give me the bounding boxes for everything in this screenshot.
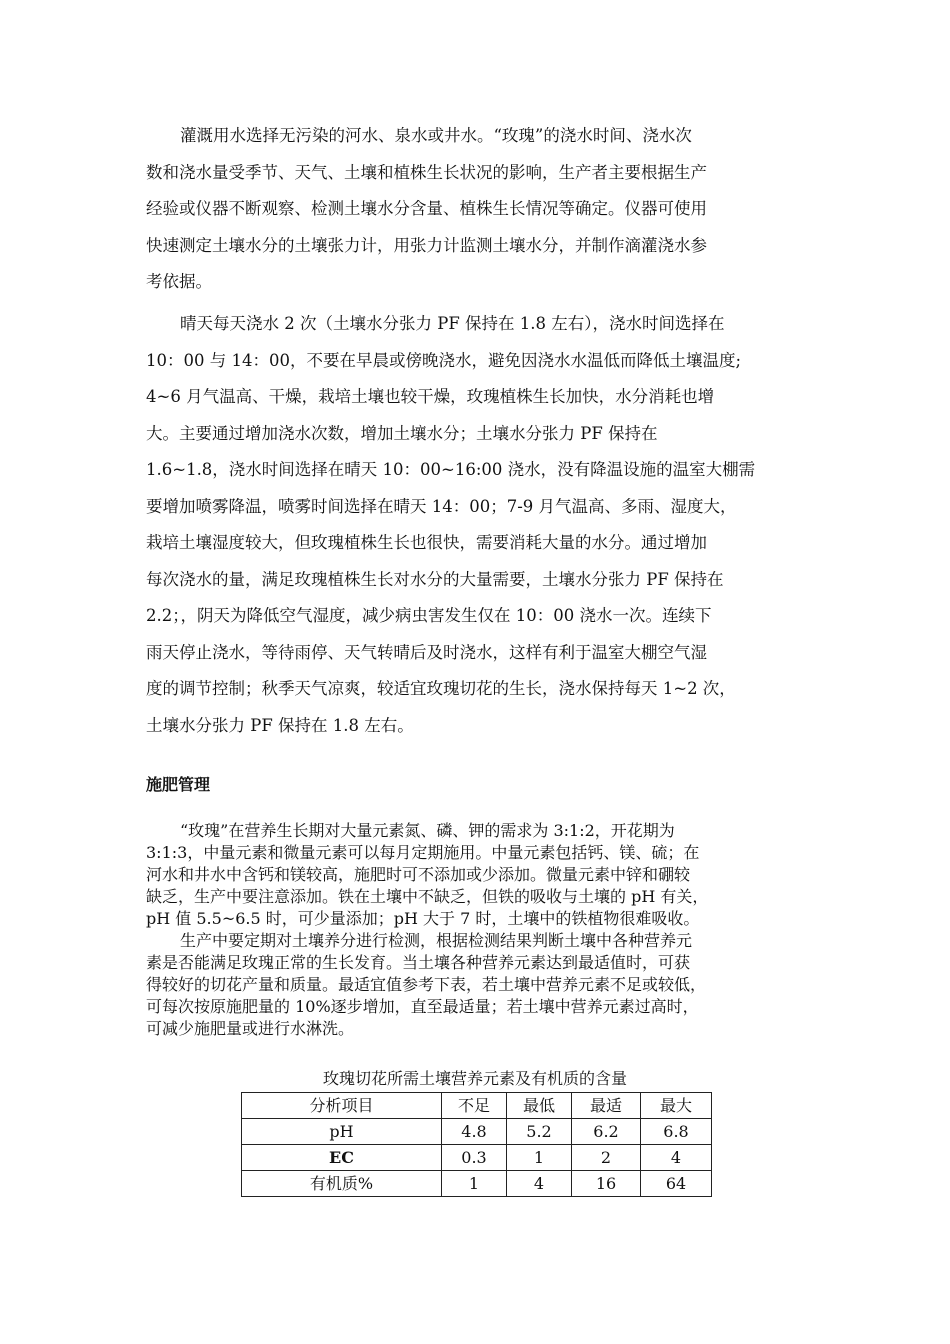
text-line: 缺乏，生产中要注意添加。铁在土壤中不缺乏，但铁的吸收与土壤的 pH 有关，	[146, 887, 709, 906]
text-line: 得较好的切花产量和质量。最适宜值参考下表，若土壤中营养元素不足或较低，	[146, 975, 707, 994]
table-cell: 6.8	[641, 1119, 712, 1145]
text-line: 素是否能满足玫瑰正常的生长发育。当土壤各种营养元素达到最适值时，可获	[146, 953, 691, 972]
paragraph-soil-testing	[146, 930, 826, 1040]
text-line: 河水和井水中含钙和镁较高，施肥时可不添加或少添加。微量元素中锌和硼较	[146, 865, 691, 884]
table-cell: EC	[242, 1145, 442, 1171]
text-line: “玫瑰”在营养生长期对大量元素氮、磷、钾的需求为 3:1:2，开花期为	[180, 821, 675, 840]
text-line: 大。主要通过增加浇水次数，增加土壤水分；土壤水分张力 PF 保持在	[146, 423, 658, 443]
text-line: 快速测定土壤水分的土壤张力计，用张力计监测土壤水分，并制作滴灌浇水参	[146, 235, 707, 255]
text-line: 4~6 月气温高、干燥，栽培土壤也较干燥，玫瑰植株生长加快，水分消耗也增	[146, 387, 715, 406]
text-line: 灌溉用水选择无污染的河水、泉水或井水。“玫瑰”的浇水时间、浇水次	[180, 126, 692, 145]
section-heading: 施肥管理	[146, 775, 211, 794]
table-header-cell: 不足	[442, 1093, 507, 1119]
table-cell: 1	[442, 1171, 507, 1197]
table-cell: 1	[507, 1145, 572, 1171]
table-row	[242, 1145, 712, 1171]
table-cell: 64	[641, 1171, 712, 1197]
text-line: pH 值 5.5~6.5 时，可少量添加；pH 大于 7 时，土壤中的铁植物很难吸收。	[146, 909, 700, 928]
table-cell: 2	[572, 1145, 641, 1171]
text-line: 10：00 与 14：00，不要在早晨或傍晚浇水，避免因浇水水温低而降低土壤温度;	[146, 350, 742, 370]
paragraph-nutrient-needs	[146, 820, 826, 930]
text-line: 数和浇水量受季节、天气、土壤和植株生长状况的影响，生产者主要根据生产	[146, 162, 707, 182]
table-cell: 0.3	[442, 1145, 507, 1171]
nutrient-table	[241, 1092, 712, 1197]
text-line: 生产中要定期对土壤养分进行检测，根据检测结果判断土壤中各种营养元	[180, 931, 693, 950]
table-cell: 16	[572, 1171, 641, 1197]
text-line: 晴天每天浇水 2 次（土壤水分张力 PF 保持在 1.8 左右），浇水时间选择在	[180, 314, 725, 333]
text-line: 考依据。	[146, 272, 212, 291]
table-cell: 有机质%	[242, 1171, 442, 1197]
text-line: 可减少施肥量或进行水淋洗。	[146, 1019, 355, 1038]
table-row	[242, 1171, 712, 1197]
table-header-row	[242, 1093, 712, 1119]
text-line: 栽培土壤湿度较大，但玫瑰植株生长也很快，需要消耗大量的水分。通过增加	[146, 533, 707, 552]
text-line: 1.6~1.8，浇水时间选择在晴天 10：00~16:00 浇水，没有降温设施的温室大棚需	[146, 460, 756, 479]
table-cell: 4	[641, 1145, 712, 1171]
table-header-cell: 分析项目	[242, 1093, 442, 1119]
table-cell: 5.2	[507, 1119, 572, 1145]
text-line: 经验或仪器不断观察、检测土壤水分含量、植株生长情况等确定。仪器可使用	[146, 199, 707, 218]
text-line: 土壤水分张力 PF 保持在 1.8 左右。	[146, 715, 414, 735]
text-line: 雨天停止浇水，等待雨停、天气转晴后及时浇水，这样有利于温室大棚空气湿	[146, 642, 707, 662]
table-cell: pH	[242, 1119, 442, 1145]
text-line: 度的调节控制；秋季天气凉爽，较适宜玫瑰切花的生长，浇水保持每天 1~2 次，	[146, 679, 736, 698]
text-line: 每次浇水的量，满足玫瑰植株生长对水分的大量需要，土壤水分张力 PF 保持在	[146, 569, 724, 589]
table-header-cell: 最大	[641, 1093, 712, 1119]
text-line: 2.2；，阴天为降低空气湿度，减少病虫害发生仅在 10：00 浇水一次。连续下	[146, 606, 712, 625]
table-header-cell: 最适	[572, 1093, 641, 1119]
table-cell: 6.2	[572, 1119, 641, 1145]
text-line: 要增加喷雾降温，喷雾时间选择在晴天 14：00；7-9 月气温高、多雨、湿度大，	[146, 496, 737, 516]
table-cell: 4.8	[442, 1119, 507, 1145]
paragraph-watering-schedule	[146, 306, 826, 744]
table-caption: 玫瑰切花所需土壤营养元素及有机质的含量	[322, 1069, 627, 1088]
text-line: 3:1:3，中量元素和微量元素可以每月定期施用。中量元素包括钙、镁、硫；在	[146, 843, 700, 862]
text-line: 可每次按原施肥量的 10%逐步增加，直至最适量；若土壤中营养元素过高时，	[146, 997, 699, 1016]
paragraph-irrigation-water	[146, 118, 826, 301]
table-row	[242, 1119, 712, 1145]
table-header-cell: 最低	[507, 1093, 572, 1119]
table-cell: 4	[507, 1171, 572, 1197]
